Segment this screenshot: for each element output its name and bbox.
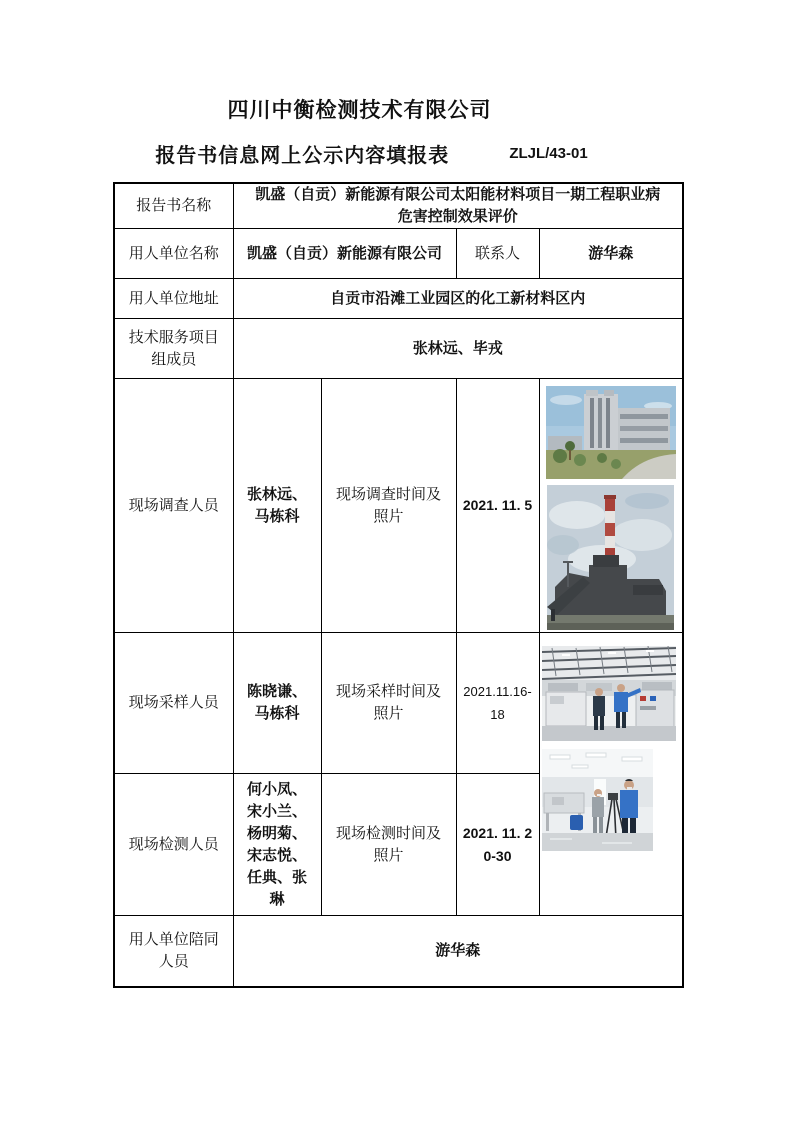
row-employer-address [114, 279, 683, 319]
escort-value: 游华森 [233, 916, 683, 987]
employer-address-label: 用人单位地址 [114, 279, 233, 319]
contact-name-value: 游华森 [539, 229, 683, 279]
report-name-label: 报告书名称 [114, 183, 233, 229]
sampling-testing-photos-cell [539, 633, 683, 916]
report-name-value: 凯盛（自贡）新能源有限公司太阳能材料项目一期工程职业病危害控制效果评价 [233, 183, 683, 229]
row-project-team [114, 319, 683, 379]
testing-date: 2021. 11. 20-30 [456, 774, 539, 916]
survey-photos-cell [539, 379, 683, 633]
company-title: 四川中衡检测技术有限公司 [227, 99, 492, 122]
form-code: ZLJL/43-01 [509, 145, 588, 162]
sampling-time-label: 现场采样时间及照片 [321, 633, 456, 774]
testing-time-label: 现场检测时间及照片 [321, 774, 456, 916]
survey-photo-stack [540, 379, 683, 630]
testing-label: 现场检测人员 [114, 774, 233, 916]
row-sampling [114, 633, 683, 774]
sampling-testing-photo-stack [540, 633, 683, 851]
employer-address-value: 自贡市沿滩工业园区的化工新材料区内 [233, 279, 683, 319]
project-team-label: 技术服务项目组成员 [114, 319, 233, 379]
employer-name-value: 凯盛（自贡）新能源有限公司 [233, 229, 456, 279]
survey-members: 张林远、马栋科 [233, 379, 321, 633]
row-employer-name [114, 229, 683, 279]
form-title: 报告书信息网上公示内容填报表 [155, 145, 450, 167]
employer-name-label: 用人单位名称 [114, 229, 233, 279]
testing-members: 何小凤、宋小兰、杨明菊、宋志悦、任典、张琳 [233, 774, 321, 916]
workshop-inspection-photo [542, 646, 676, 741]
factory-building-exterior-photo [546, 386, 676, 479]
row-survey [114, 379, 683, 633]
document-content [113, 0, 682, 988]
survey-date: 2021. 11. 5 [456, 379, 539, 633]
escort-label: 用人单位陪同人员 [114, 916, 233, 987]
survey-time-label: 现场调查时间及照片 [321, 379, 456, 633]
row-escort [114, 916, 683, 987]
survey-label: 现场调查人员 [114, 379, 233, 633]
laboratory-measurement-photo [542, 749, 653, 851]
industrial-chimney-photo [547, 485, 674, 630]
sampling-members: 陈晓谦、马栋科 [233, 633, 321, 774]
sampling-label: 现场采样人员 [114, 633, 233, 774]
contact-label: 联系人 [456, 229, 539, 279]
row-report-name [114, 183, 683, 229]
project-team-value: 张林远、毕戎 [233, 319, 683, 379]
report-info-table [113, 182, 684, 988]
sampling-date: 2021.11.16-18 [456, 633, 539, 774]
form-title-row [87, 139, 656, 168]
